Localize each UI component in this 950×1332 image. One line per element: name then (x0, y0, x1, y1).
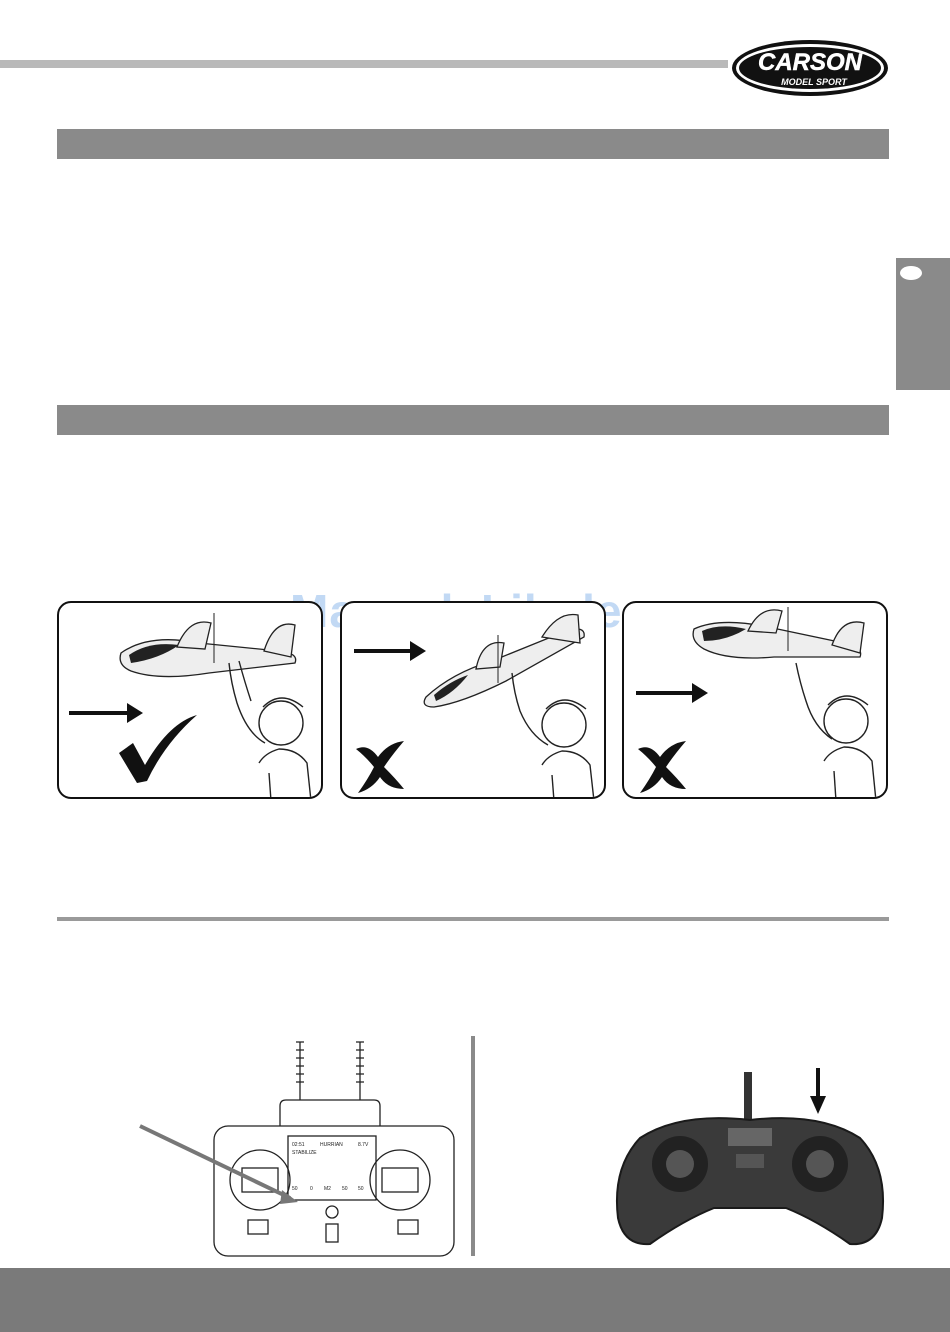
airplane-illustration (120, 613, 296, 677)
display-trim-2: 0 (310, 1186, 313, 1192)
display-voltage: 8.7V (358, 1142, 369, 1148)
launch-panel-wrong-too-high (622, 601, 888, 799)
person-illustration (229, 661, 311, 799)
display-trim-1: 50 (292, 1186, 298, 1192)
section-header-bar-2 (57, 405, 889, 435)
language-tab-marker (900, 266, 922, 280)
direction-arrow (636, 683, 708, 703)
figure-divider (471, 1036, 475, 1256)
carson-logo (730, 38, 890, 98)
airplane-illustration (693, 607, 864, 658)
person-illustration (512, 673, 594, 799)
direction-arrow (354, 641, 426, 661)
launch-panel-wrong-nose-up (340, 601, 606, 799)
display-mode: STABILIZE (292, 1150, 317, 1156)
check-icon (119, 715, 197, 783)
top-rule (0, 60, 728, 68)
display-trim-5: 50 (358, 1186, 364, 1192)
transmitter-photo-right (610, 1068, 890, 1264)
footer-bar (0, 1268, 950, 1332)
airplane-illustration (424, 614, 584, 707)
direction-arrow (69, 703, 143, 723)
logo-sub: MODEL SPORT (781, 77, 847, 87)
display-trim-4: 50 (342, 1186, 348, 1192)
display-model: HURRIAN (320, 1142, 343, 1148)
down-arrow-icon (810, 1096, 826, 1114)
section-header-bar-1 (57, 129, 889, 159)
section-divider-rule (57, 917, 889, 921)
cross-icon (356, 741, 404, 793)
display-trim-3: M2 (324, 1186, 331, 1192)
transmitter-illustration-left (130, 1040, 470, 1262)
person-illustration (796, 663, 876, 799)
launch-panel-correct (57, 601, 323, 799)
cross-icon (638, 741, 686, 793)
display-time: 02:51 (292, 1142, 305, 1148)
logo-brand: CARSON (757, 49, 863, 76)
